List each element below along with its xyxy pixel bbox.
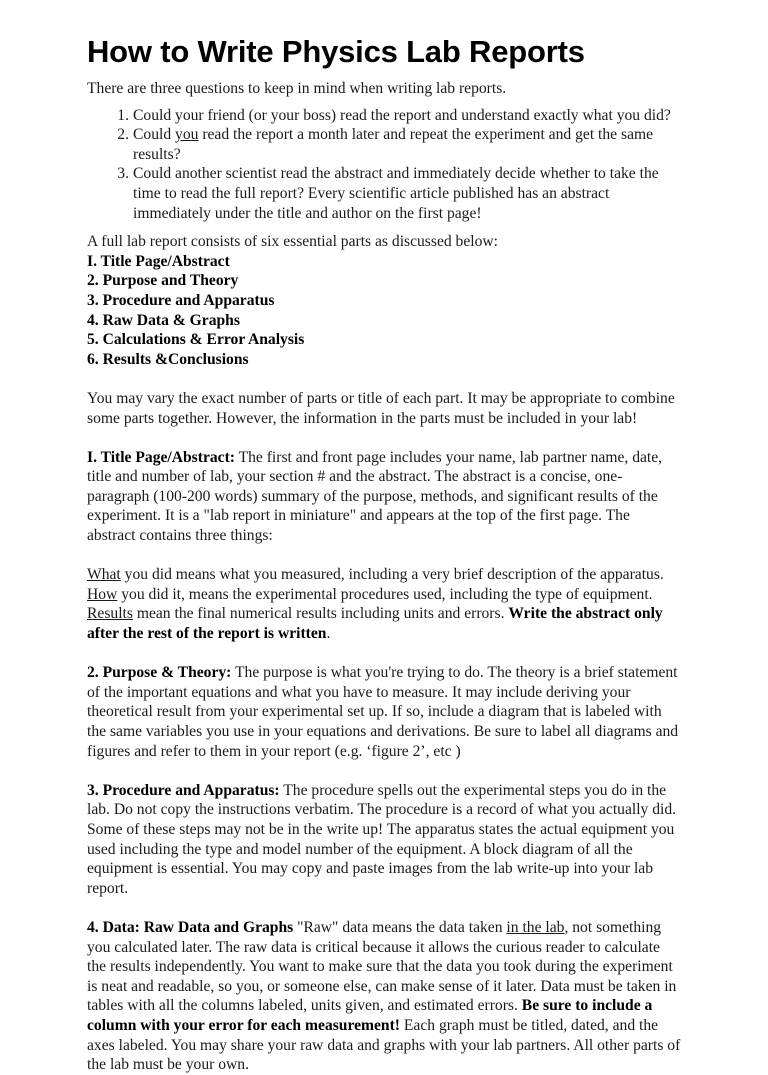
- question-text-1: Could your friend (or your boss) read the report and understand exactly what you did?: [133, 106, 671, 124]
- spacer: [87, 644, 682, 664]
- section-4-body-b: , not something you calculated later. The raw data is critical because it allows the curious reader to calculate the results independently. You want to make sure that the data you took during the experiment is neat and readable, so you, or someone else, can make sense of it later. Data must be taken in tables with all the columns labeled, units given, and estimated errors.: [87, 918, 677, 1015]
- vary-note-paragraph: You may vary the exact number of parts or title of each part. It may be appropriate to combine some parts together. However, the information in the parts must be included in your lab!: [87, 389, 675, 427]
- list-item: [87, 125, 682, 164]
- section-4-paragraph: [87, 918, 682, 1075]
- section-4-underline: in the lab: [506, 918, 565, 936]
- section-2-body: The purpose is what you're trying to do. The theory is a brief statement of the important equations and what you have to measure. It may include deriving your theoretical result from your experimental set up. If so, include a diagram that is labeled with the same variables you use in your equations and derivations. Be sure to label all diagrams and figures and refer to them in your report (e.g. ‘figure 2’, etc ): [87, 664, 679, 760]
- spacer: [87, 761, 682, 781]
- section-1-heading: I. Title Page/Abstract:: [87, 448, 235, 466]
- list-item: 6. Results &Conclusions: [87, 350, 249, 368]
- section-3-body: The procedure spells out the experimental steps you do in the lab. Do not copy the instructions verbatim. The procedure is a record of what you actually did. Some of these steps may not be in the write up! The apparatus states the actual equipment you used including the type and model number of the equipment. A block diagram of all the equipment is essential. You may copy and paste images from the lab write-up into your lab report.: [87, 781, 677, 897]
- section-2-paragraph: [87, 663, 682, 761]
- parts-intro: A full lab report consists of six essential parts as discussed below:: [87, 233, 499, 251]
- section-4-heading: 4. Data: Raw Data and Graphs: [87, 918, 294, 936]
- list-item: 5. Calculations & Error Analysis: [87, 331, 305, 349]
- page-title: How to Write Physics Lab Reports: [87, 34, 585, 69]
- section-4-body-c: Each graph must be titled, dated, and the axes labeled. You may share your raw data and graphs with your lab partners. All other parts of the lab must be your own.: [87, 1016, 681, 1074]
- parts-list: [87, 252, 682, 370]
- questions-list: [87, 106, 682, 224]
- what-label: What: [87, 566, 121, 584]
- list-item: [87, 106, 682, 126]
- how-text: you did it, means the experimental procedures used, including the type of equipment.: [117, 585, 653, 603]
- spacer: [87, 898, 682, 918]
- list-item: [87, 164, 682, 223]
- spacer: [87, 546, 682, 566]
- list-item: I. Title Page/Abstract: [87, 252, 230, 270]
- list-item: 3. Procedure and Apparatus: [87, 291, 275, 309]
- abstract-tail: .: [326, 625, 331, 643]
- list-item: 4. Raw Data & Graphs: [87, 311, 240, 329]
- results-text: mean the final numerical results including units and errors.: [132, 605, 509, 623]
- question-text-2-post: read the report a month later and repeat the experiment and get the same results?: [133, 126, 654, 163]
- how-label: How: [87, 585, 118, 603]
- question-text-2-pre: Could: [133, 126, 176, 144]
- abstract-bold-note: Write the abstract only after the rest of the report is written: [87, 605, 663, 643]
- spacer: [87, 223, 682, 232]
- question-text-3: Could another scientist read the abstract and immediately decide whether to take the time to read the full report? Every scientific article published has an abstract immediately under the title and author on the first page!: [133, 165, 659, 222]
- section-1-paragraph: [87, 448, 682, 546]
- section-3-heading: 3. Procedure and Apparatus:: [87, 781, 280, 799]
- question-text-2-underline: you: [175, 126, 199, 144]
- results-label: Results: [87, 605, 133, 623]
- section-3-paragraph: [87, 781, 682, 899]
- spacer: [87, 428, 682, 448]
- what-text: you did means what you measured, including a very brief description of the apparatus.: [120, 566, 664, 584]
- abstract-parts-paragraph: [87, 565, 682, 643]
- intro-paragraph: There are three questions to keep in mind when writing lab reports.: [87, 80, 507, 97]
- section-4-bold-note: Be sure to include a column with your error for each measurement!: [87, 997, 653, 1034]
- section-1-body: The first and front page includes your name, lab partner name, date, title and number of lab, your section # and the abstract. The abstract is a concise, one-paragraph (100-200 words) summary of the purpose, methods, and significant results of the experiment. It is a "lab report in miniature" and appears at the top of the first page. The abstract contains three things:: [87, 448, 663, 545]
- section-4-body-a: "Raw" data means the data taken: [293, 918, 507, 936]
- list-item: 2. Purpose and Theory: [87, 272, 239, 290]
- section-2-heading: 2. Purpose & Theory:: [87, 664, 232, 682]
- spacer: [87, 369, 682, 389]
